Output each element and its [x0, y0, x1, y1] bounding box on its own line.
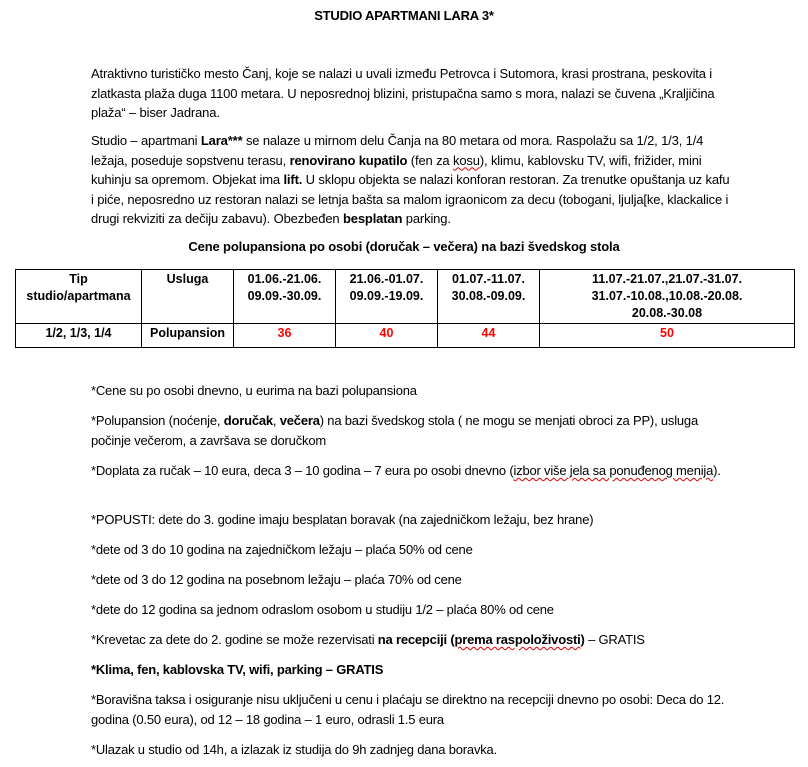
- price-table-header-row: [16, 270, 795, 324]
- cell-price-period-1: 36: [234, 324, 336, 348]
- note-baby-cot: [91, 630, 731, 650]
- bold-dinner: večera: [279, 413, 320, 428]
- text-span: (fen za: [407, 152, 453, 168]
- note-check-in-out: *Ulazak u studio od 14h, a izlazak iz studija do 9h zadnjeg dana boravka.: [91, 742, 498, 757]
- price-table-caption: Cene polupansiona po osobi (doručak – večera) na bazi švedskog stola: [188, 239, 620, 254]
- bold-text: na recepciji (: [377, 632, 455, 647]
- cell-type: 1/2, 1/3, 1/4: [16, 324, 142, 348]
- header-service: Usluga: [142, 270, 234, 324]
- bold-renovated-bathroom: renovirano kupatilo: [289, 152, 408, 168]
- note-child-3-12: *dete od 3 do 12 godina na posebnom ležaju – plaća 70% od cene: [91, 572, 462, 587]
- text-span: parking.: [402, 211, 451, 226]
- header-period-1: 01.06.-21.06. 09.09.-30.09.: [234, 270, 336, 324]
- text-span: Studio – apartmani: [91, 133, 201, 148]
- text-span: *Doplata za ručak – 10 eura, deca 3 – 10 godina – 7 eura po osobi dnevno (: [91, 463, 514, 478]
- note-child-3-10: *dete od 3 do 10 godina na zajedničkom ležaju – plaća 50% od cene: [91, 542, 473, 557]
- table-row: [16, 324, 795, 348]
- text-span: U sklopu objekta se nalazi konforan restoran. Za trenutke opuštanja uz kafu i piće, neposredno uz restoran nalazi se letnja bašta sa malom igraonicom za decu (tobogani, ljulja[ke, klackalice i drugi rekviziti za dečiju zabavu). Obezbeđen: [91, 172, 730, 226]
- note-free-amenities: *Klima, fen, kablovska TV, wifi, parking – GRATIS: [91, 662, 384, 677]
- cell-price-period-2: 40: [336, 324, 438, 348]
- header-period-3: 01.07.-11.07. 30.08.-09.09.: [438, 270, 540, 324]
- intro-paragraph-apartments: [91, 131, 731, 229]
- header-period-4: 11.07.-21.07.,21.07.-31.07. 31.07.-10.08.,10.08.-20.08. 20.08.-30.08: [540, 270, 795, 324]
- note-half-board: [91, 411, 731, 450]
- text-span: – GRATIS: [584, 632, 645, 647]
- text-span: se nalaze u mirnom delu Čanja na 80 metara od mora. Raspolažu sa 1/2, 1/3, 1/4 ležaja, poseduje sopstvenu terasu,: [91, 133, 704, 168]
- document-title: STUDIO APARTMANI LARA 3*: [314, 8, 494, 23]
- bold-lift: lift.: [283, 172, 303, 187]
- bold-free: besplatan: [342, 211, 403, 226]
- text-span: *Krevetac za dete do 2. godine se može rezervisati: [91, 632, 378, 647]
- bold-lara: Lara***: [200, 133, 243, 148]
- bold-breakfast: doručak: [223, 413, 273, 428]
- spellcheck-word: kosu: [452, 152, 480, 168]
- header-type: Tip studio/apartmana: [16, 270, 142, 324]
- spellcheck-phrase: prema raspoloživosti: [454, 632, 581, 647]
- text-span: ) na bazi švedskog stola ( ne mogu se menjati obroci za PP), usluga počinje večerom, a završava se doručkom: [91, 413, 698, 448]
- cell-service: Polupansion: [142, 324, 234, 348]
- note-child-12-single-adult: *dete do 12 godina sa jednom odraslom osobom u studiju 1/2 – plaća 80% od cene: [91, 602, 554, 617]
- note-discounts: *POPUSTI: dete do 3. godine imaju besplatan boravak (na zajedničkom ležaju, bez hrane): [91, 512, 594, 527]
- text-span: ), klimu, kablovsku TV, wifi, frižider, mini kuhinju sa opremom. Objekat ima: [91, 152, 702, 187]
- text-span: ).: [713, 463, 721, 478]
- note-tourist-tax: *Boravišna taksa i osiguranje nisu uključeni u cenu i plaćaju se direktno na recepciji dnevno po osobi: Deca do 12. godina (0.50 eura), od 12 – 18 godina – 1 euro, odrasli 1.5 eura: [91, 692, 725, 727]
- intro-paragraph-location: Atraktivno turističko mesto Čanj, koje se nalazi u uvali između Petrovca i Sutomora, krasi prostrana, peskovita i zlatkasta plaža duga 1100 metara. U neposrednoj blizini, pristupačna samo s mora, nalazi se čuvena „Kraljičina plaža“ – biser Jadrana.: [91, 66, 715, 120]
- note-prices-per-person: *Cene su po osobi dnevno, u eurima na bazi polupansiona: [91, 383, 417, 398]
- note-lunch-supplement: [91, 461, 731, 481]
- cell-price-period-3: 44: [438, 324, 540, 348]
- text-span: ,: [272, 413, 280, 428]
- spellcheck-phrase: izbor više jela sa ponuđenog menija: [513, 463, 714, 478]
- cell-price-period-4: 50: [540, 324, 795, 348]
- bold-text: ): [580, 632, 585, 647]
- price-table: [15, 269, 795, 348]
- text-span: *Polupansion (noćenje,: [91, 413, 224, 428]
- header-period-2: 21.06.-01.07. 09.09.-19.09.: [336, 270, 438, 324]
